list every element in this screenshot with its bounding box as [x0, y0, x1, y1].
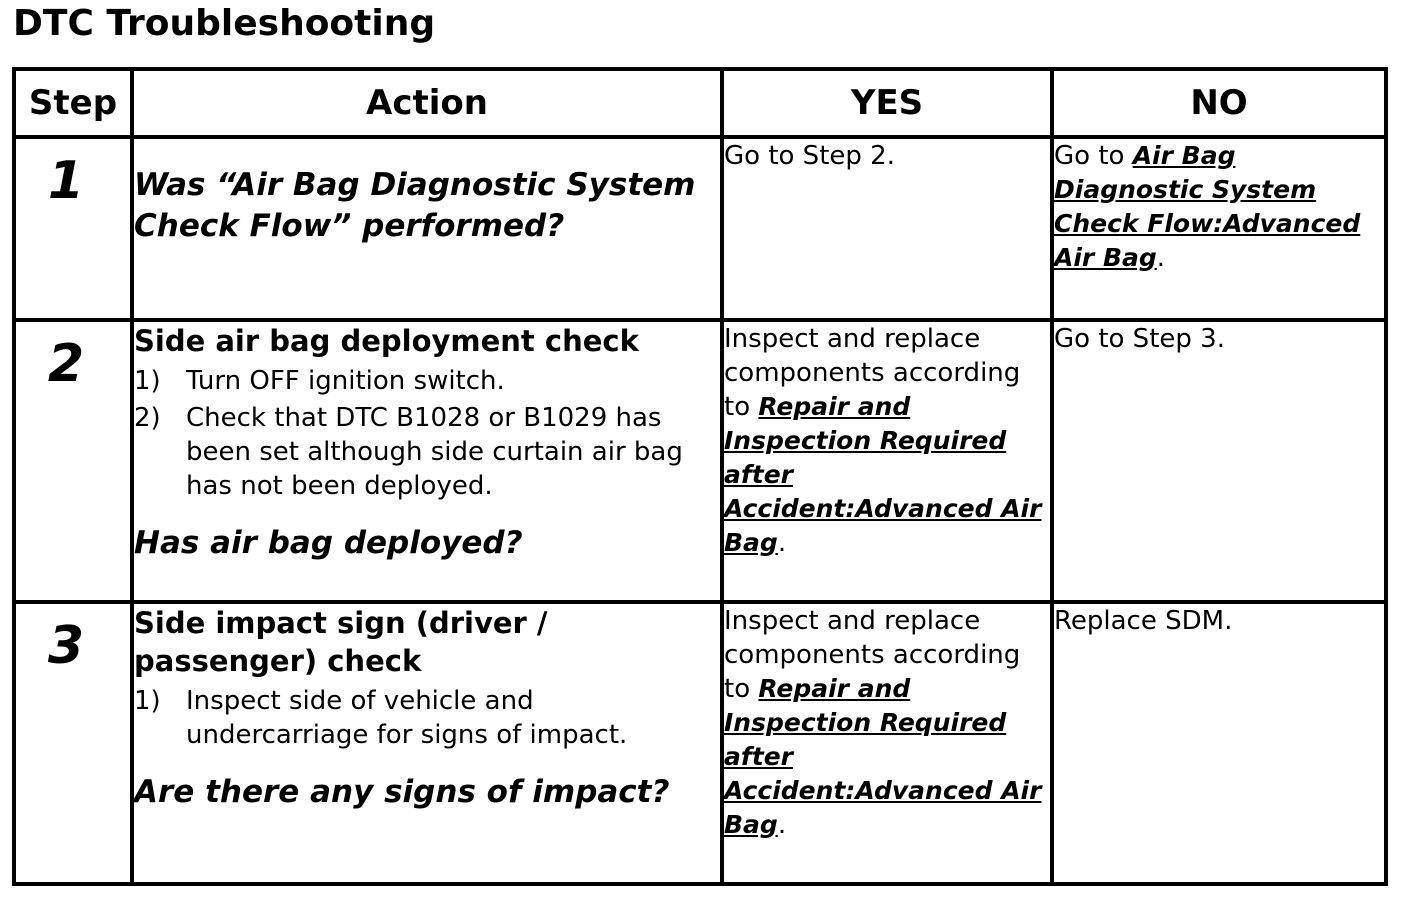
action-question: Has air bag deployed? [134, 525, 523, 561]
no-text: Replace SDM. [1054, 606, 1233, 636]
substep-number: 1) [134, 686, 161, 716]
yes-suffix: . [777, 810, 787, 840]
action-question: Was “Air Bag Diagnostic System Check Flow” performed? [134, 167, 696, 244]
header-yes: YES [722, 69, 1052, 137]
step-cell [14, 137, 132, 320]
action-cell [132, 137, 722, 320]
action-cell [132, 602, 722, 884]
yes-link[interactable]: Repair and Inspection Required after Accident:Advanced Air Bag [724, 674, 1042, 839]
page-title: DTC Troubleshooting [13, 3, 436, 44]
substep-text: Inspect side of vehicle and undercarriage for signs of impact. [186, 686, 628, 750]
yes-cell [722, 137, 1052, 320]
yes-text: Go to Step 2. [724, 141, 895, 171]
yes-cell [722, 602, 1052, 884]
no-link[interactable]: Air Bag Diagnostic System Check Flow:Advanced Air Bag [1054, 141, 1361, 272]
substep-number: 2) [134, 403, 161, 433]
yes-prefix: Inspect and replace components according to [724, 324, 1021, 422]
substep-item [134, 401, 720, 503]
table-row [14, 602, 1386, 884]
header-action: Action [132, 69, 722, 137]
no-cell [1052, 602, 1386, 884]
step-cell [14, 602, 132, 884]
step-number: 2 [47, 334, 85, 394]
yes-prefix: Inspect and replace components according to [724, 606, 1021, 704]
substep-number: 1) [134, 366, 161, 396]
no-cell [1052, 320, 1386, 602]
substep-item [134, 364, 720, 398]
header-no: NO [1052, 69, 1386, 137]
action-cell [132, 320, 722, 602]
table-row [14, 320, 1386, 602]
action-title: Side air bag deployment check [134, 324, 639, 358]
step-cell [14, 320, 132, 602]
substep-text: Check that DTC B1028 or B1029 has been set although side curtain air bag has not been deployed. [186, 403, 683, 501]
substep-list [134, 364, 720, 503]
step-number: 1 [47, 151, 85, 211]
yes-suffix: . [777, 528, 787, 558]
table-row [14, 137, 1386, 320]
action-title: Side impact sign (driver / passenger) check [134, 606, 548, 678]
no-prefix: Go to [1054, 141, 1133, 171]
table-header-row [14, 69, 1386, 137]
header-step: Step [14, 69, 132, 137]
no-cell [1052, 137, 1386, 320]
yes-cell [722, 320, 1052, 602]
yes-link[interactable]: Repair and Inspection Required after Accident:Advanced Air Bag [724, 392, 1042, 557]
no-text: Go to Step 3. [1054, 324, 1225, 354]
substep-item [134, 684, 720, 752]
dtc-troubleshooting-table [12, 67, 1388, 886]
no-suffix: . [1156, 243, 1166, 273]
substep-list [134, 684, 720, 752]
action-question: Are there any signs of impact? [134, 774, 670, 810]
substep-text: Turn OFF ignition switch. [186, 366, 505, 396]
step-number: 3 [47, 616, 85, 676]
